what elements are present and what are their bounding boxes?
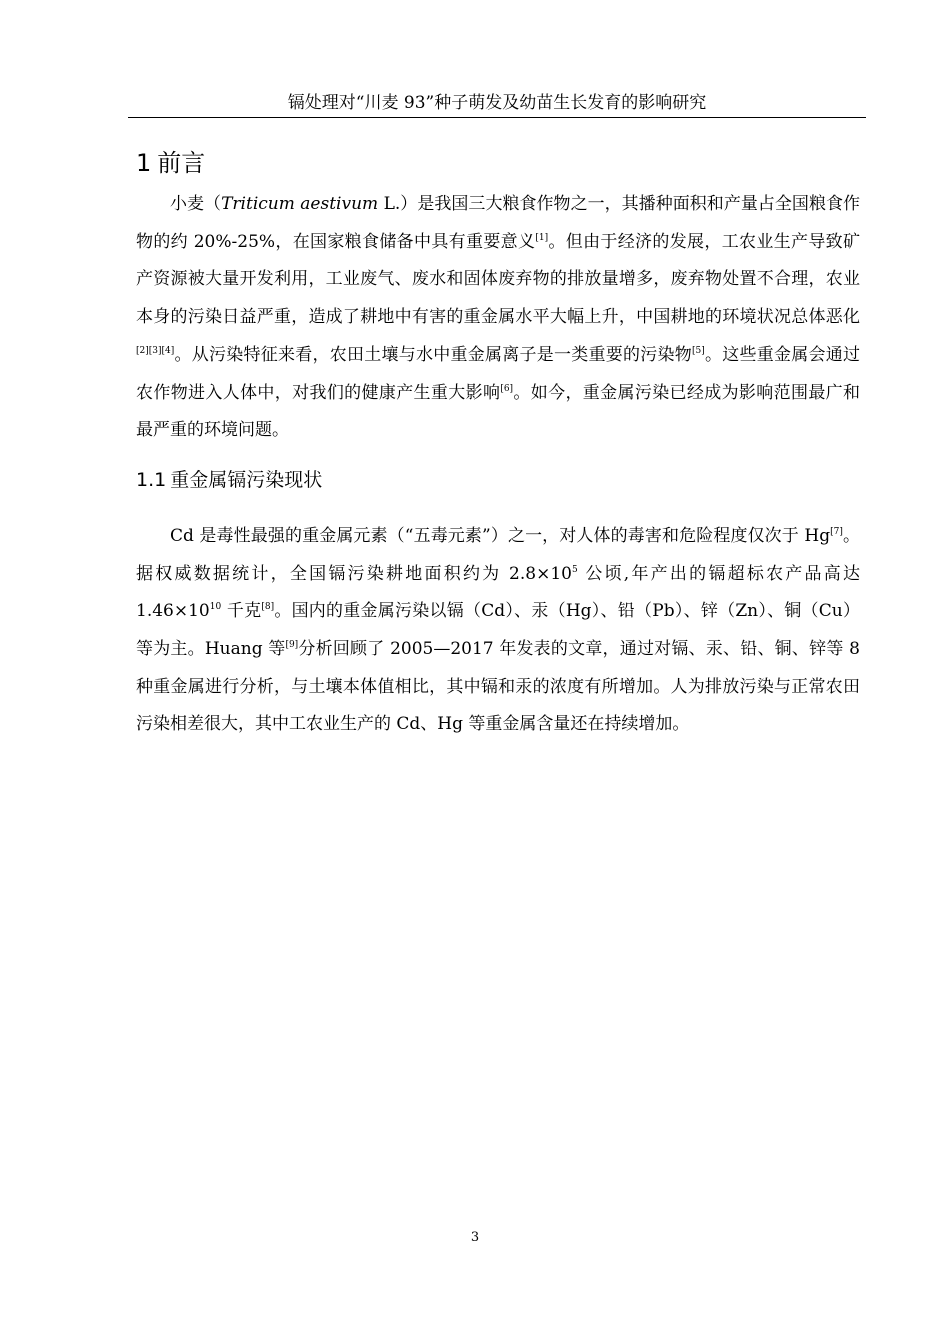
intro-paragraph <box>136 186 860 450</box>
subsection-title: 重金属镉污染现状 <box>170 468 323 491</box>
section-title: 前言 <box>157 149 206 177</box>
citation-ref: [8] <box>261 602 275 613</box>
citation-ref: [5] <box>692 345 705 356</box>
text-run: 分析回顾了 2005—2017 年发表的文章，通过对镉、汞、铅、铜、锌等 8 种重金属进行分析，与土壤本体值相比，其中镉和汞的浓度有所增加。人为排放污染与正常农田污染相差很大，其中工农业生产的 Cd、Hg 等重金属含量还在持续增加。 <box>136 639 860 735</box>
text-run: 。从污染特征来看，农田土壤与水中重金属离子是一类重要的污染物 <box>174 344 692 365</box>
exponent: 10 <box>209 602 222 613</box>
page-number: 3 <box>470 1230 480 1245</box>
text-run: 。但由于经济的发展，工农业生产导致矿产资源被大量开发利用，工业废气、废水和固体废弃物的排放量增多，废弃物处置不合理，农业本身的污染日益严重，造成了耕地中有害的重金属水平大幅上升，中国耕地的环境状况总体恶化 <box>136 231 861 328</box>
text-run: 。如今，重金属污染已经成为影响范围最广和最严重的环境问题。 <box>136 382 861 441</box>
subsection-number: 1.1 <box>136 468 167 491</box>
text-run: 千克 <box>221 601 262 622</box>
text-run: 公顷,年产出的镉超标农产品高达 1.46×10 <box>136 563 860 622</box>
section-heading <box>136 140 860 186</box>
species-name: Triticum aestivum <box>221 194 379 214</box>
subsection-heading <box>136 465 860 495</box>
citation-ref: [7] <box>830 526 843 537</box>
citation-ref: [6] <box>500 383 514 394</box>
text-run: 。据权威数据统计，全国镉污染耕地面积约为 2.8×10 <box>136 525 860 584</box>
citation-ref: [9] <box>285 640 299 651</box>
cadmium-paragraph <box>136 518 860 744</box>
text-run: L.）是我国三大粮食作物之一，其播种面积和产量占全国粮食作物的约 20%-25%，在国家粮食储备中具有重要意义 <box>136 194 861 252</box>
citation-ref: [2][3][4] <box>136 345 175 356</box>
text-run: 。这些重金属会通过农作物进入人体中，对我们的健康产生重大影响 <box>136 344 860 403</box>
running-header <box>128 91 866 118</box>
citation-ref: [1] <box>535 232 549 243</box>
running-header-title: 镉处理对“川麦 93”种子萌发及幼苗生长发育的影响研究 <box>287 93 707 113</box>
exponent: 5 <box>571 564 578 575</box>
text-run: 。国内的重金属污染以镉（Cd）、汞（Hg）、铅（Pb）、锌（Zn）、铜（Cu）等为主。Huang 等 <box>136 601 860 660</box>
text-run: Cd 是毒性最强的重金属元素（“五毒元素”）之一，对人体的毒害和危险程度仅次于 Hg <box>170 525 831 546</box>
section-number: 1 <box>136 149 152 177</box>
text-run: 小麦（ <box>170 194 222 214</box>
page-content <box>136 140 860 744</box>
